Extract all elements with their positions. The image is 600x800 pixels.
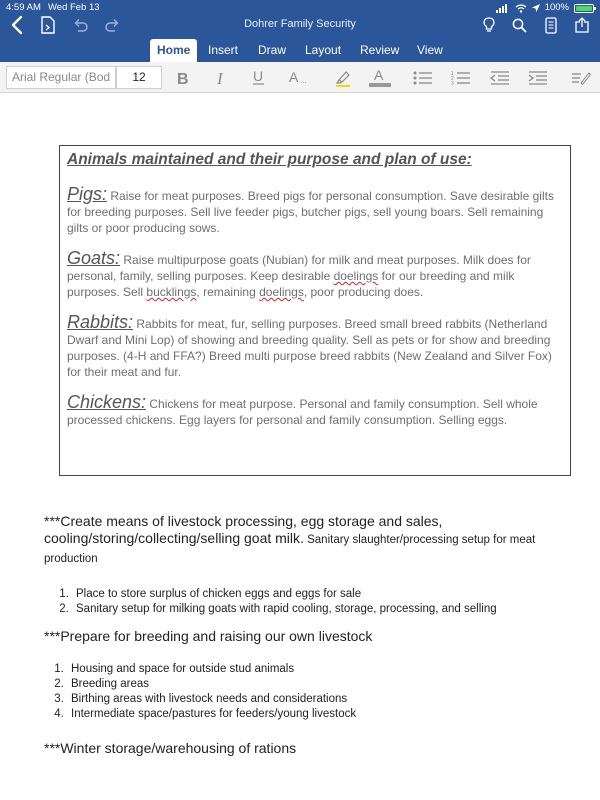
spelling-flag-bucklings[interactable]: bucklings	[146, 285, 197, 299]
tab-insert[interactable]: Insert	[208, 43, 239, 57]
winter-storage-heading: ***Winter storage/warehousing of rations	[44, 740, 297, 756]
processing-heading-note: Sanitary slaughter/processing setup for meat production	[44, 534, 536, 565]
rabbits-paragraph	[67, 314, 563, 380]
status-date: Wed Feb 13	[48, 2, 100, 13]
section-breeding	[44, 628, 564, 722]
tab-review[interactable]: Review	[360, 43, 400, 57]
phone-view-icon	[545, 17, 557, 34]
battery-icon	[574, 4, 594, 13]
bullets-button[interactable]	[410, 66, 436, 89]
section-processing-heading	[44, 513, 564, 568]
underline-icon	[252, 69, 266, 86]
goats-paragraph	[67, 250, 563, 300]
section-processing	[44, 513, 564, 617]
svg-text:3: 3	[451, 80, 454, 86]
styles-pen-icon	[571, 70, 591, 86]
status-right	[496, 1, 594, 15]
status-time: 4:59 AM	[6, 2, 41, 13]
rabbits-text: Rabbits for meat, fur, selling purposes. Breed small breed rabbits (Netherland Dwarf and Mini Lop) of showing and breeding quality. Sell as pets or for show and breeding purposes. (4-H and FFA?) Breed multi purpose breed rabbits (New Zealand and Silver Fox) for their meat and fur.	[67, 317, 552, 379]
svg-text:B: B	[177, 70, 189, 86]
mobile-view-button[interactable]	[542, 14, 560, 36]
location-icon	[532, 4, 540, 12]
svg-text:A: A	[289, 69, 299, 85]
goats-heading: Goats:	[67, 248, 121, 268]
list-item: 1. Housing and space for outside stud animals	[67, 662, 564, 677]
animals-text-box	[59, 145, 571, 476]
list-item: 4. Intermediate space/pastures for feeders/young livestock	[67, 707, 564, 722]
goats-text-3: , remaining	[196, 285, 260, 299]
list-item: 3. Birthing areas with livestock needs and considerations	[67, 692, 564, 707]
search-icon	[512, 18, 527, 33]
svg-text:A: A	[374, 68, 384, 83]
increase-indent-icon	[528, 70, 548, 86]
decrease-indent-icon	[490, 70, 510, 86]
tell-me-button[interactable]	[480, 14, 498, 36]
spelling-flag-doelings-2[interactable]: doelings	[259, 285, 304, 299]
decrease-indent-button[interactable]	[487, 66, 513, 89]
ribbon-toolbar	[0, 62, 600, 93]
underline-button[interactable]	[246, 66, 272, 89]
list-item: 1. Place to store surplus of chicken eggs and eggs for sale	[72, 587, 564, 602]
chickens-paragraph	[67, 394, 563, 428]
battery-percent: 100%	[544, 2, 569, 13]
numbered-list-icon	[451, 70, 471, 86]
pigs-heading: Pigs:	[67, 184, 108, 204]
bulleted-list-icon	[413, 70, 433, 86]
signal-icon	[496, 4, 510, 13]
chickens-text: Chickens for meat purpose. Personal and family consumption. Sell whole processed chickens. Egg layers for personal and family consumption. Selling eggs.	[67, 397, 538, 427]
tab-layout[interactable]: Layout	[305, 43, 342, 57]
wifi-icon	[515, 4, 527, 13]
font-name-field[interactable]: Arial Regular (Bod	[6, 66, 116, 89]
pigs-paragraph	[67, 186, 563, 236]
font-effects-button[interactable]	[286, 66, 312, 89]
svg-text:1: 1	[451, 70, 454, 77]
document-title: Dohrer Family Security	[244, 18, 356, 30]
chickens-heading: Chickens:	[67, 392, 147, 412]
tab-home[interactable]: Home	[150, 39, 197, 62]
breeding-heading: ***Prepare for breeding and raising our own livestock	[44, 628, 373, 644]
svg-text:...: ...	[300, 76, 307, 85]
section-winter-storage	[44, 740, 564, 756]
pigs-text: Raise for meat purposes. Breed pigs for personal consumption. Save desirable gilts for breeding purposes. Sell live feeder pigs, butcher pigs, sell young boars. Sell remaining gilts or poor producing sows.	[67, 189, 554, 235]
processing-list	[50, 587, 564, 617]
tab-view[interactable]: View	[417, 43, 443, 57]
app-header	[0, 0, 600, 62]
box-title: Animals maintained and their purpose and plan of use:	[67, 151, 472, 168]
search-button[interactable]	[510, 14, 528, 36]
list-item: 2. Breeding areas	[67, 677, 564, 692]
lightbulb-icon	[483, 17, 495, 33]
spelling-flag-doelings[interactable]: doelings	[333, 269, 379, 283]
breeding-list	[45, 662, 564, 722]
processing-heading-main: ***Create means of livestock processing, egg storage and sales, cooling/storing/collecting/selling goat milk.	[44, 513, 443, 546]
text-effects-icon	[289, 69, 309, 86]
font-color-icon	[369, 68, 391, 87]
document-page[interactable]	[0, 94, 600, 800]
goats-text-4: , poor producing does.	[303, 285, 424, 299]
font-size-field[interactable]: 12	[116, 66, 162, 89]
svg-text:I: I	[217, 69, 223, 86]
svg-text:2: 2	[451, 75, 454, 82]
rabbits-heading: Rabbits:	[67, 312, 134, 332]
highlighter-icon	[334, 69, 352, 87]
ribbon-tabs	[0, 39, 600, 62]
goats-text-1: Raise multipurpose goats (Nubian) for milk and meat purposes. Milk does for personal, family, selling purposes. Keep desirable	[67, 253, 531, 283]
goats-text-2: for our breeding and milk purposes. Sell	[67, 269, 515, 299]
highlight-button[interactable]	[330, 66, 356, 89]
numbering-button[interactable]	[448, 66, 474, 89]
increase-indent-button[interactable]	[525, 66, 551, 89]
tab-draw[interactable]: Draw	[258, 43, 287, 57]
share-button[interactable]	[572, 14, 592, 36]
share-icon	[574, 17, 590, 33]
styles-button[interactable]	[568, 66, 594, 89]
font-color-button[interactable]	[367, 66, 393, 89]
svg-text:U: U	[253, 69, 264, 84]
bold-button[interactable]	[170, 66, 196, 89]
list-item: 2. Sanitary setup for milking goats with rapid cooling, storage, processing, and selling	[72, 602, 564, 617]
italic-button[interactable]	[208, 66, 234, 89]
status-bar	[0, 0, 600, 14]
italic-icon	[215, 70, 227, 86]
bold-icon	[176, 70, 190, 86]
